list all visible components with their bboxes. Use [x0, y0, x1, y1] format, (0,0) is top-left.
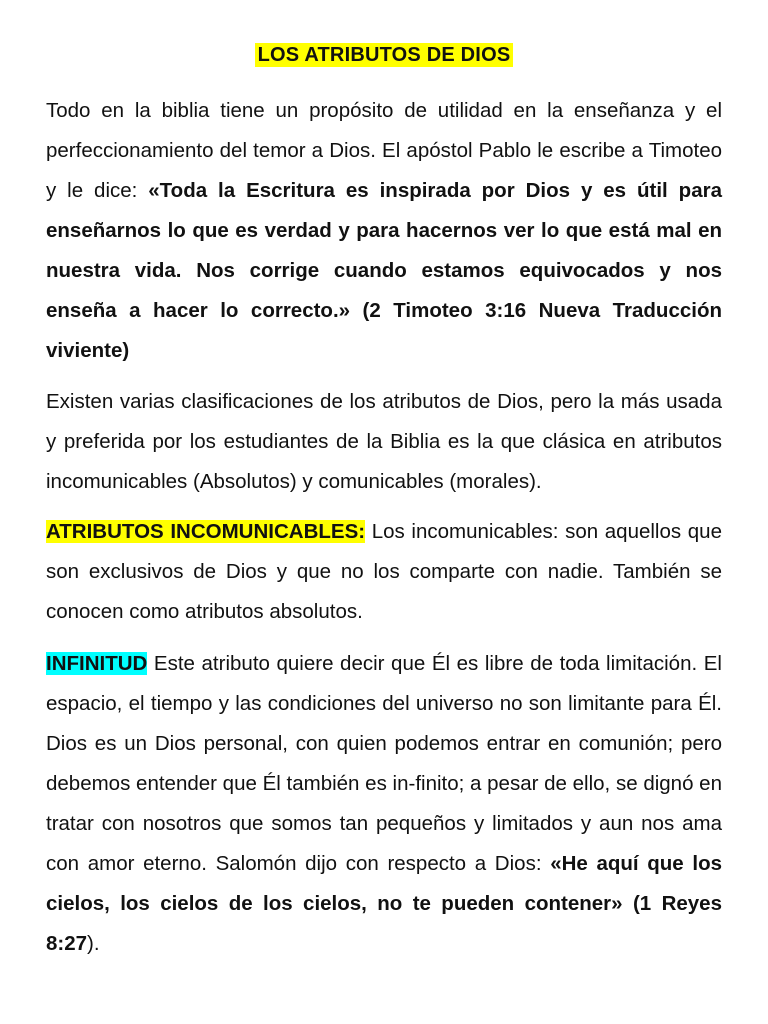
paragraph-intro — [46, 91, 722, 371]
title-container — [0, 44, 768, 67]
bible-quote-timoteo: «Toda la Escritura es inspirada por Dios y es útil para enseñarnos lo que es verdad y para hacernos ver lo que está mal en nuestra vida. Nos corrige cuando estamos equivocados y nos enseña a hacer lo correcto.» (2 Timoteo 3:16 Nueva Traducción viviente) — [46, 179, 722, 362]
paragraph-infinitud — [46, 644, 722, 964]
paragraph-infinitud-closing: ). — [87, 932, 100, 955]
paragraph-classifications — [46, 382, 722, 502]
paragraph-infinitud-text: Este atributo quiere decir que Él es libre de toda limitación. El espacio, el tiempo y las condiciones del universo no son limitante para Él. Dios es un Dios personal, con quien podemos entrar en comunión; pero debemos entender que Él también es in-finito; a pesar de ello, se dignó en tratar con nosotros que somos tan pequeños y limitados y aun nos ama con amor eterno. Salomón dijo con respecto a Dios: — [46, 652, 722, 875]
heading-infinitud: INFINITUD — [46, 652, 148, 675]
heading-atributos-incomunicables: ATRIBUTOS INCOMUNICABLES: — [46, 520, 366, 543]
document-title: LOS ATRIBUTOS DE DIOS — [255, 43, 514, 67]
paragraph-intro-text: Todo en la biblia tiene un propósito de utilidad en la enseñanza y el perfeccionamiento del temor a Dios. El apóstol Pablo le escribe a Timoteo y le dice: — [46, 99, 722, 202]
bible-quote-reyes: «He aquí que los cielos, los cielos de los cielos, no te pueden contener» (1 Reyes 8:27 — [46, 852, 722, 955]
paragraph-incommunicable-text: Los incomunicables: son aquellos que son exclusivos de Dios y que no los comparte con nadie. También se conocen como atributos absolutos. — [46, 520, 722, 623]
paragraph-incommunicable — [46, 512, 722, 632]
paragraph-classifications-text: Existen varias clasificaciones de los atributos de Dios, pero la más usada y preferida por los estudiantes de la Biblia es la que clásica en atributos incomunicables (Absolutos) y comunicables (morales). — [46, 390, 722, 493]
